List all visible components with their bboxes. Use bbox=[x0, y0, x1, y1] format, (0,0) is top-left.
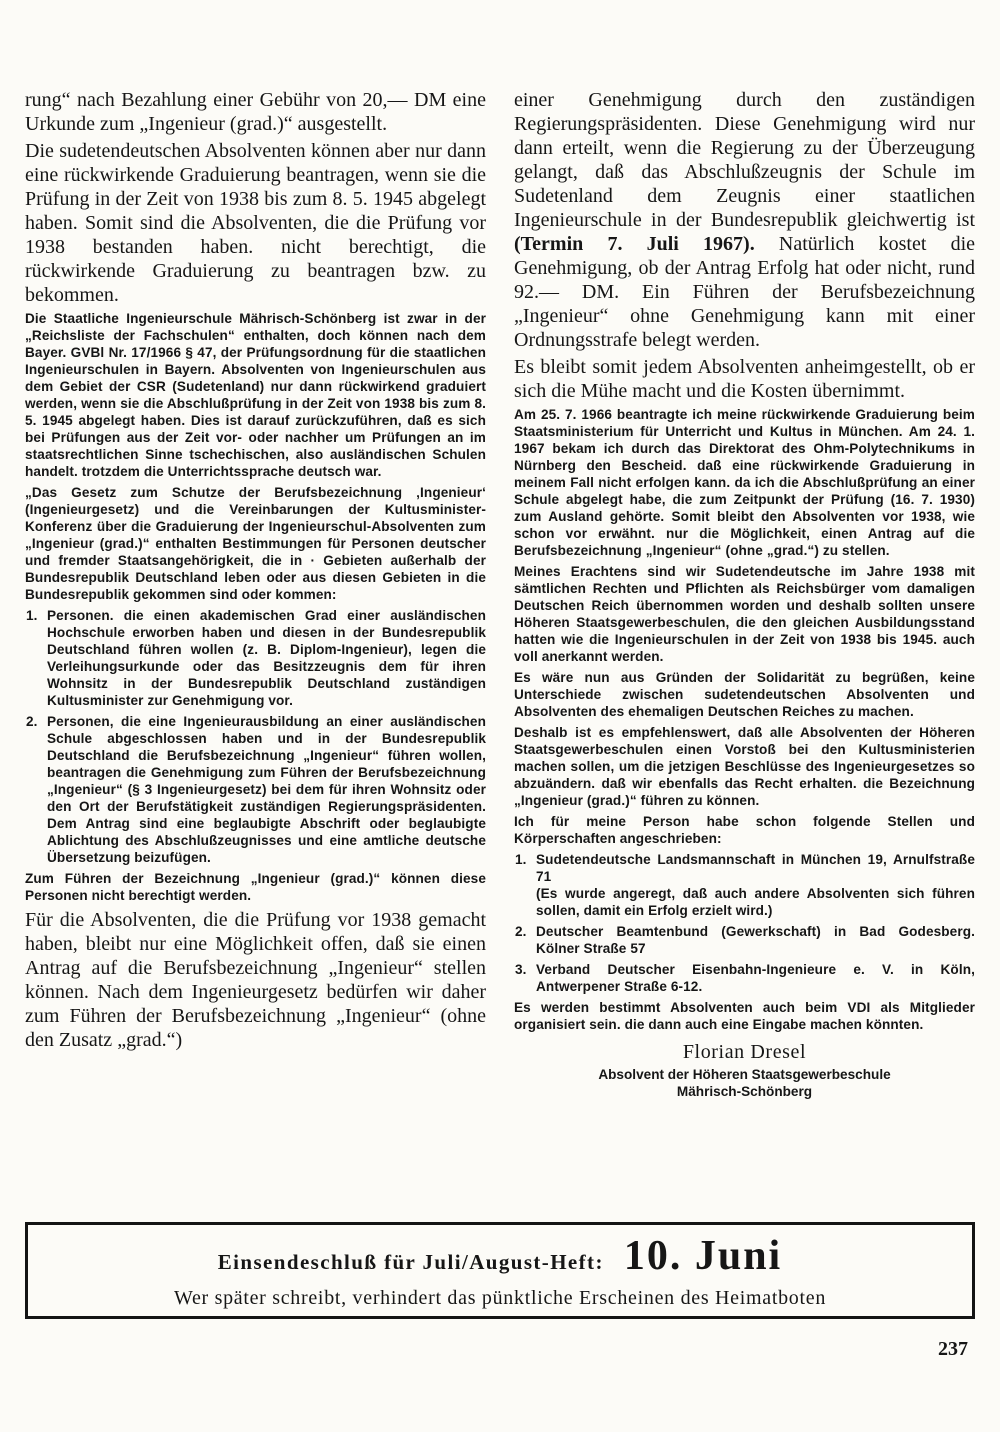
numbered-item bbox=[514, 923, 975, 957]
signature-role-line: Mährisch-Schönberg bbox=[676, 1084, 813, 1099]
fine-print-paragraph: Am 25. 7. 1966 beantragte ich meine rückwirkende Graduierung beim Staatsministerium für Unterricht und Kultus in München. Am 24. 1. 1967 bekam ich durch das Direktorat des Ohm-Polytechnikums in Nürnberg den Bescheid. daß eine rückwirkende Graduierung in meinem Fall nicht erfolgen kann. da ich die Abschlußprüfung an einer Schule abgelegt habe, die zum Zeitpunkt der Prüfung (16. 7. 1930) zum Ausland gehörte. Somit bleibt den Absolventen vor 1938, wie schon vor erwähnt. nur die Möglichkeit, einen Antrag auf die Berufsbezeichnung „Ingenieur“ (ohne „grad.“) zu stellen. bbox=[514, 407, 975, 558]
numbered-item bbox=[25, 607, 486, 709]
deadline-label: Einsendeschluß für Juli/August-Heft: bbox=[217, 1249, 604, 1274]
item-number: 1. bbox=[515, 852, 527, 867]
body-paragraph bbox=[514, 88, 975, 352]
item-text: Deutscher Beamtenbund (Gewerkschaft) in Bad Godesberg. Kölner Straße 57 bbox=[536, 924, 975, 956]
fine-print-paragraph: Meines Erachtens sind wir Sudetendeutsche im Jahre 1938 mit sämtlichen Rechten und Pflichten als Reichsbürger vom damaligen Deutschen Reich übernommen worden und deshalb sollten unsere Höheren Staatsgewerbeschulen, die den gleichen Ausbildungsstand hatten wie die Ingenieurschulen in der Zeit von 1938 bis 1945. auch voll anerkannt werden. bbox=[514, 564, 975, 664]
signature-role bbox=[514, 1066, 975, 1100]
fine-print-paragraph: „Das Gesetz zum Schutze der Berufsbezeichnung ‚Ingenieur‘ (Ingenieurgesetz) und die Vereinbarungen der Kultusminister-Konferenz über die Graduierung der Ingenieurschul-Absolventen zum „Ingenieur (grad.)“ enthalten Bestimmungen für Personen deutscher und fremder Staatsangehörigkeit, die in · Gebieten außerhalb der Bundesrepublik Deutschland leben oder aus diesen Gebieten in die Bundesrepublik gekommen sind oder kommen: bbox=[25, 485, 486, 602]
article-body bbox=[25, 88, 975, 1100]
item-number: 1. bbox=[26, 608, 38, 623]
deadline-notice-box bbox=[25, 1222, 975, 1319]
right-column bbox=[514, 88, 975, 1100]
deadline-date: 10. Juni bbox=[623, 1232, 783, 1279]
item-number: 2. bbox=[515, 924, 527, 939]
fine-print-paragraph: Zum Führen der Bezeichnung „Ingenieur (grad.)“ können diese Personen nicht berechtigt werden. bbox=[25, 871, 486, 903]
item-text: Sudetendeutsche Landsmannschaft in München 19, Arnulfstraße 71 bbox=[536, 852, 975, 884]
fine-print-paragraph: Es werden bestimmt Absolventen auch beim VDI als Mitglieder organisiert sein. die dann auch eine Eingabe machen könnten. bbox=[514, 1000, 975, 1032]
bold-deadline-term: (Termin 7. Juli 1967). bbox=[514, 233, 755, 255]
numbered-item bbox=[25, 713, 486, 866]
item-number: 3. bbox=[515, 962, 527, 977]
left-column bbox=[25, 88, 486, 1100]
deadline-line bbox=[218, 1232, 782, 1280]
deadline-subtext: Wer später schreibt, verhindert das pünktliche Erscheinen des Heimatboten bbox=[173, 1286, 827, 1309]
body-paragraph: Die sudetendeutschen Absolventen können aber nur dann eine rückwirkende Graduierung beantragen, wenn sie die Prüfung in der Zeit von 1938 bis zum 8. 5. 1945 abgelegt haben. Somit sind die Absolventen, die die Prüfung vor 1938 bestanden haben. nicht berechtigt, die rückwirkende Graduierung zu beantragen bzw. zu bekommen. bbox=[25, 140, 486, 306]
item-number: 2. bbox=[26, 714, 38, 729]
signature-role-line: Absolvent der Höheren Staatsgewerbeschule bbox=[598, 1067, 891, 1082]
page-number: 237 bbox=[938, 1338, 968, 1360]
item-text: Verband Deutscher Eisenbahn-Ingenieure e. V. in Köln, Antwerpener Straße 6-12. bbox=[536, 962, 975, 994]
numbered-item bbox=[514, 961, 975, 995]
fine-print-paragraph: Deshalb ist es empfehlenswert, daß alle Absolventen der Höheren Staatsgewerbeschulen einen Vorstoß bei den Kultusministerien machen sollen, um die jetzigen Beschlüsse des Ingenieurgesetzes so abzuändern. daß wir ebenfalls das Recht erhalten. die Bezeichnung „Ingenieur (grad.)“ führen zu können. bbox=[514, 725, 975, 808]
fine-print-paragraph: Ich für meine Person habe schon folgende Stellen und Körperschaften angeschrieben: bbox=[514, 814, 975, 846]
fine-print-paragraph: Es wäre nun aus Gründen der Solidarität zu begrüßen, keine Unterschiede zwischen sudetendeutschen Absolventen und Absolventen des ehemaligen Deutschen Reiches zu machen. bbox=[514, 670, 975, 719]
signature-name: Florian Dresel bbox=[682, 1041, 807, 1063]
item-note: (Es wurde angeregt, daß auch andere Absolventen sich führen sollen, damit ein Erfolg erzielt wird.) bbox=[536, 886, 975, 918]
numbered-item bbox=[514, 851, 975, 919]
fine-print-paragraph: Die Staatliche Ingenieurschule Mährisch-Schönberg ist zwar in der „Reichsliste der Fachschulen“ enthalten, doch können nach dem Bayer. GVBl Nr. 17/1966 § 47, der Prüfungsordnung für die staatlichen Ingenieurschulen in Bayern. Absolventen von Ingenieurschulen aus dem Gebiet der CSR (Sudetenland) nur dann rückwirkend graduiert werden, wenn sie die Abschlußprüfung in der Zeit von 1938 bis zum 8. 5. 1945 abgelegt haben. Dies ist darauf zurückzuführen, daß es sich bei Prüfungen aus der Zeit vor- oder nachher um Prüfungen an im staatsrechtlichen Sinne tschechischen, also ausländischen Schulen handelt. trotzdem die Unterrichtssprache deutsch war. bbox=[25, 311, 486, 479]
item-text: Personen. die einen akademischen Grad einer ausländischen Hochschule erworben haben und diesen in der Bundesrepublik Deutschland führen wollen (z. B. Diplom-Ingenieur), legen die Verleihungsurkunde oder das Besitzzeugnis dem für ihren Wohnsitz in der Bundesrepublik Deutschland zuständigen Kultusminister zur Genehmigung vor. bbox=[47, 608, 486, 708]
paragraph-text: einer Genehmigung durch den zuständigen Regierungspräsidenten. Diese Genehmigung wird nur dann erteilt, wenn die Regierung zu der Überzeugung gelangt, daß das Abschlußzeugnis der Schule im Sudetenland dem Zeugnis einer staatlichen Ingenieurschule in der Bundesrepublik gleichwertig ist bbox=[514, 89, 975, 231]
continuation-paragraph: rung“ nach Bezahlung einer Gebühr von 20,— DM eine Urkunde zum „Ingenieur (grad.)“ ausgestellt. bbox=[25, 89, 486, 135]
item-text: Personen, die eine Ingenieurausbildung an einer ausländischen Schule abgeschlossen haben und in der Bundesrepublik Deutschland die Berufsbezeichnung „Ingenieur“ führen wollen, beantragen die Genehmigung zum Führen der Berufsbezeichnung „Ingenieur“ (§ 3 Ingenieurgesetz) bei dem für ihren Wohnsitz oder den Ort der Berufstätigkeit zuständigen Regierungspräsidenten. Dem Antrag sind eine beglaubigte Abschrift oder beglaubigte Ablichtung des Abschlußzeugnisses und eine amtliche deutsche Übersetzung beizufügen. bbox=[47, 714, 486, 865]
body-paragraph: Für die Absolventen, die die Prüfung vor 1938 gemacht haben, bleibt nur eine Möglichkeit offen, daß sie einen Antrag auf die Berufsbezeichnung „Ingenieur“ stellen können. Nach dem Ingenieurgesetz bedürfen wir daher zum Führen der Berufsbezeichnung „Ingenieur“ (ohne den Zusatz „grad.“) bbox=[25, 909, 486, 1051]
paragraph-text: Natürlich kostet die Genehmigung, ob der Antrag Erfolg hat oder nicht, rund 92.— DM. Ein Führen der Berufsbezeichnung „Ingenieur“ ohne Genehmigung kann mit einer Ordnungsstrafe belegt werden. bbox=[514, 233, 976, 351]
body-paragraph: Es bleibt somit jedem Absolventen anheimgestellt, ob er sich die Mühe macht und die Kosten übernimmt. bbox=[514, 356, 975, 402]
